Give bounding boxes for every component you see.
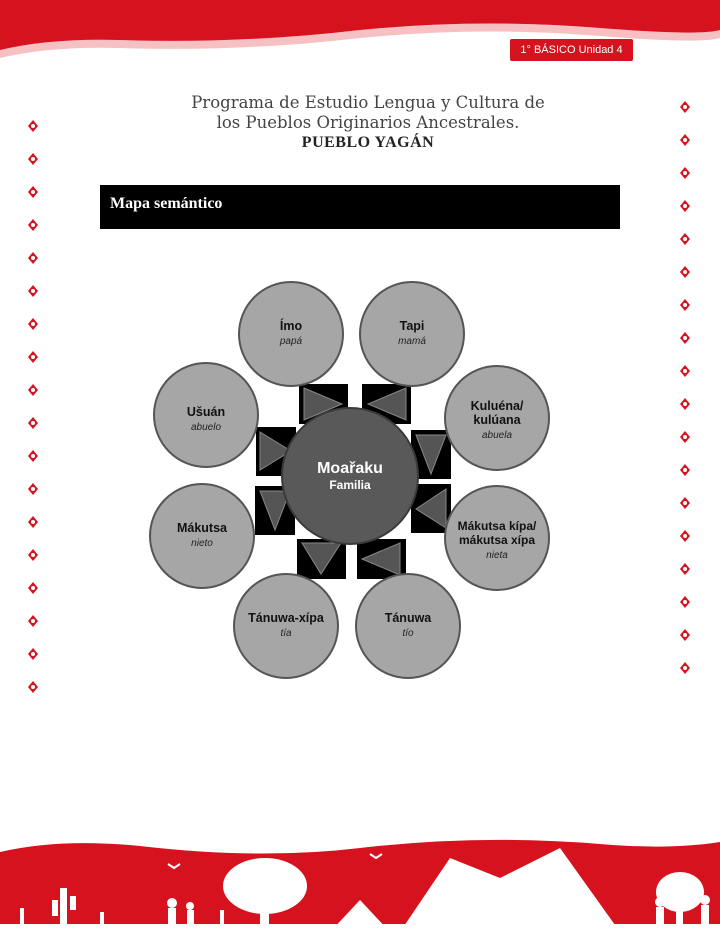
node-translation: tío	[402, 628, 414, 639]
footer-landscape	[0, 808, 720, 932]
node-word: Ímo	[279, 319, 303, 333]
grade-unit-badge: 1° BÁSICO Unidad 4	[510, 39, 633, 61]
node-tanuwa-xipa	[234, 574, 338, 678]
node-word-line2: kulúana	[473, 413, 521, 427]
node-makutsa-kipa	[445, 486, 549, 590]
node-word: Tapi	[399, 319, 425, 333]
node-makutsa	[150, 484, 254, 588]
node-word-line1: Mákutsa kípa/	[457, 519, 537, 533]
node-imo	[239, 282, 343, 386]
node-word: Tánuwa-xípa	[248, 611, 324, 625]
node-word-line1: Kuluéna/	[470, 399, 524, 413]
arrow-connector-tanuwa-xipa	[297, 539, 346, 579]
node-translation: nieta	[486, 550, 508, 561]
node-kuluena	[445, 366, 549, 470]
node-translation: nieto	[191, 538, 213, 549]
section-title: Mapa semántico	[110, 195, 223, 212]
people-title: PUEBLO YAGÁN	[301, 134, 435, 151]
node-translation: abuela	[481, 430, 513, 441]
node-word-line2: mákutsa xípa	[458, 533, 536, 547]
node-translation: abuelo	[190, 422, 222, 433]
node-tanuwa	[356, 574, 460, 678]
program-title-line1: Programa de Estudio Lengua y Cultura de	[191, 93, 545, 112]
center-translation: Familia	[329, 478, 371, 492]
node-translation: tía	[280, 628, 292, 639]
node-translation: papá	[279, 336, 303, 347]
arrow-connector-tanuwa	[357, 539, 406, 579]
node-word: Mákutsa	[176, 521, 228, 535]
node-word: Ušuán	[186, 405, 226, 419]
program-title-line2: los Pueblos Originarios Ancestrales.	[216, 113, 520, 132]
node-translation: mamá	[398, 336, 426, 347]
node-word: Tánuwa	[384, 611, 432, 625]
center-node	[282, 408, 418, 544]
node-tapi	[360, 282, 464, 386]
node-usuan	[154, 363, 258, 467]
center-word: Moařaku	[317, 460, 383, 477]
